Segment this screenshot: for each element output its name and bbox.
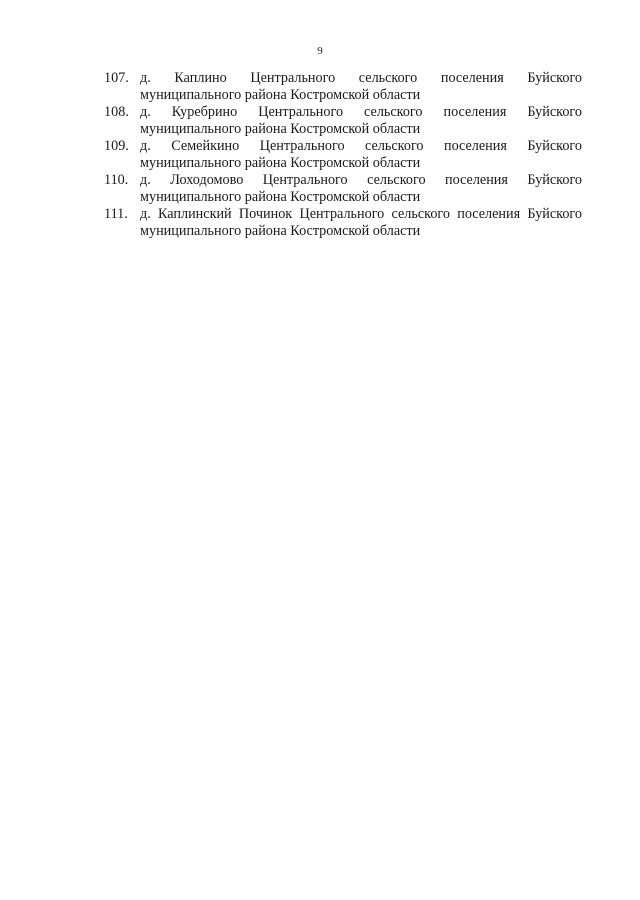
- list-item: [104, 104, 582, 138]
- settlement-list: [104, 70, 582, 240]
- list-item-text: д. Лоходомово Центрального сельского поселения Буйского муниципального района Костромской области: [140, 172, 582, 205]
- list-item-number: 107.: [104, 70, 129, 86]
- page-number: 9: [317, 45, 323, 57]
- list-item-text: д. Каплинский Починок Центрального сельского поселения Буйского муниципального района Костромской области: [140, 206, 582, 239]
- list-item-number: 109.: [104, 138, 129, 154]
- list-item-text: д. Семейкино Центрального сельского поселения Буйского муниципального района Костромской области: [140, 138, 582, 171]
- list-item: [104, 138, 582, 172]
- list-item-number: 108.: [104, 104, 129, 120]
- list-item: [104, 172, 582, 206]
- list-item: [104, 70, 582, 104]
- list-item: [104, 206, 582, 240]
- list-item-text: д. Куребрино Центрального сельского поселения Буйского муниципального района Костромской области: [140, 104, 582, 137]
- list-item-number: 110.: [104, 172, 129, 188]
- list-item-number: 111.: [104, 206, 128, 222]
- list-item-text: д. Каплино Центрального сельского поселения Буйского муниципального района Костромской области: [140, 70, 582, 103]
